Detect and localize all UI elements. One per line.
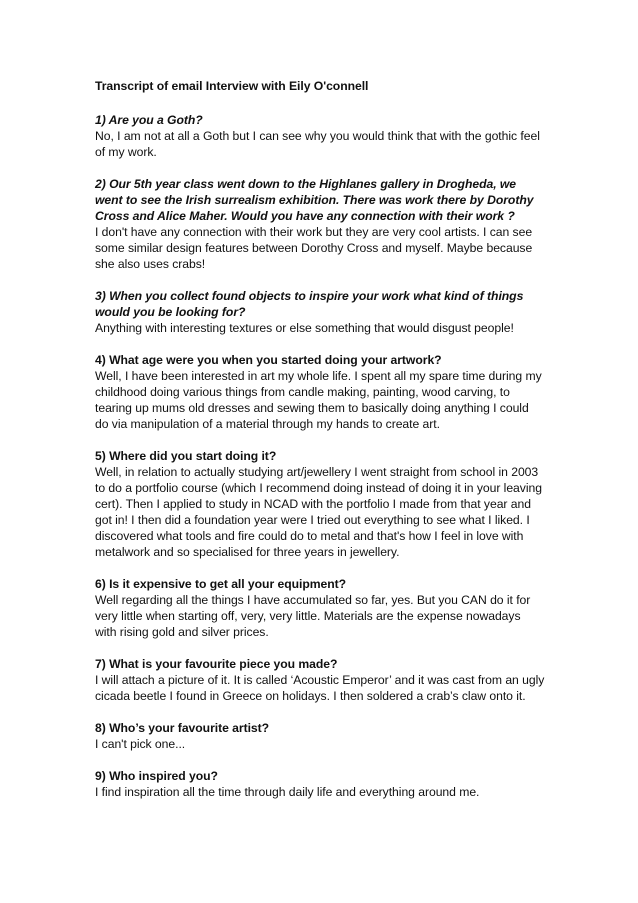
qa-item-1 [95, 112, 545, 160]
qa-item-5 [95, 448, 545, 560]
answer-1: No, I am not at all a Goth but I can see why you would think that with the gothic feel of my work. [95, 129, 540, 159]
answer-7: I will attach a picture of it. It is called ‘Acoustic Emperor’ and it was cast from an ugly cicada beetle I found in Greece on holidays. I then soldered a crab’s claw onto it. [95, 673, 545, 703]
answer-3: Anything with interesting textures or else something that would disgust people! [95, 321, 514, 335]
document-page [95, 78, 545, 816]
question-2: 2) Our 5th year class went down to the Highlanes gallery in Drogheda, we went to see the Irish surrealism exhibition. There was work there by Dorothy Cross and Alice Maher. Would you have any connection with their work ? [95, 177, 534, 223]
answer-4: Well, I have been interested in art my whole life. I spent all my spare time during my childhood doing various things from candle making, painting, wood carving, to tearing up mums old dresses and sewing them to basically doing anything I could do via manipulation of a material through my hands to create art. [95, 369, 542, 431]
qa-item-2 [95, 176, 545, 272]
answer-5: Well, in relation to actually studying art/jewellery I went straight from school in 2003 to do a portfolio course (which I recommend doing instead of doing it in your leaving cert). Then I applied to study in NCAD with the portfolio I made from that year and got in! I then did a foundation year were I tried out everything to see what I liked. I discovered what tools and fire could do to metal and that's how I feel in love with metalwork and so specialised for three years in jewellery. [95, 465, 542, 559]
question-4: 4) What age were you when you started doing your artwork? [95, 353, 442, 367]
qa-item-7 [95, 656, 545, 704]
question-3: 3) When you collect found objects to inspire your work what kind of things would you be looking for? [95, 289, 524, 319]
question-7: 7) What is your favourite piece you made? [95, 657, 338, 671]
question-9: 9) Who inspired you? [95, 769, 218, 783]
answer-8: I can't pick one... [95, 737, 186, 751]
question-5: 5) Where did you start doing it? [95, 449, 277, 463]
question-8: 8) Who’s your favourite artist? [95, 721, 270, 735]
qa-item-8 [95, 720, 545, 752]
question-6: 6) Is it expensive to get all your equipment? [95, 577, 347, 591]
question-1: 1) Are you a Goth? [95, 113, 203, 127]
qa-item-4 [95, 352, 545, 432]
qa-item-6 [95, 576, 545, 640]
answer-9: I find inspiration all the time through daily life and everything around me. [95, 785, 480, 799]
qa-item-9 [95, 768, 545, 800]
answer-2: I don't have any connection with their work but they are very cool artists. I can see some similar design features between Dorothy Cross and myself. Maybe because she also uses crabs! [95, 225, 533, 271]
answer-6: Well regarding all the things I have accumulated so far, yes. But you CAN do it for very little when starting off, very, very little. Materials are the expense nowadays with rising gold and silver prices. [95, 593, 531, 639]
qa-item-3 [95, 288, 545, 336]
document-title: Transcript of email Interview with Eily O'connell [95, 79, 369, 93]
